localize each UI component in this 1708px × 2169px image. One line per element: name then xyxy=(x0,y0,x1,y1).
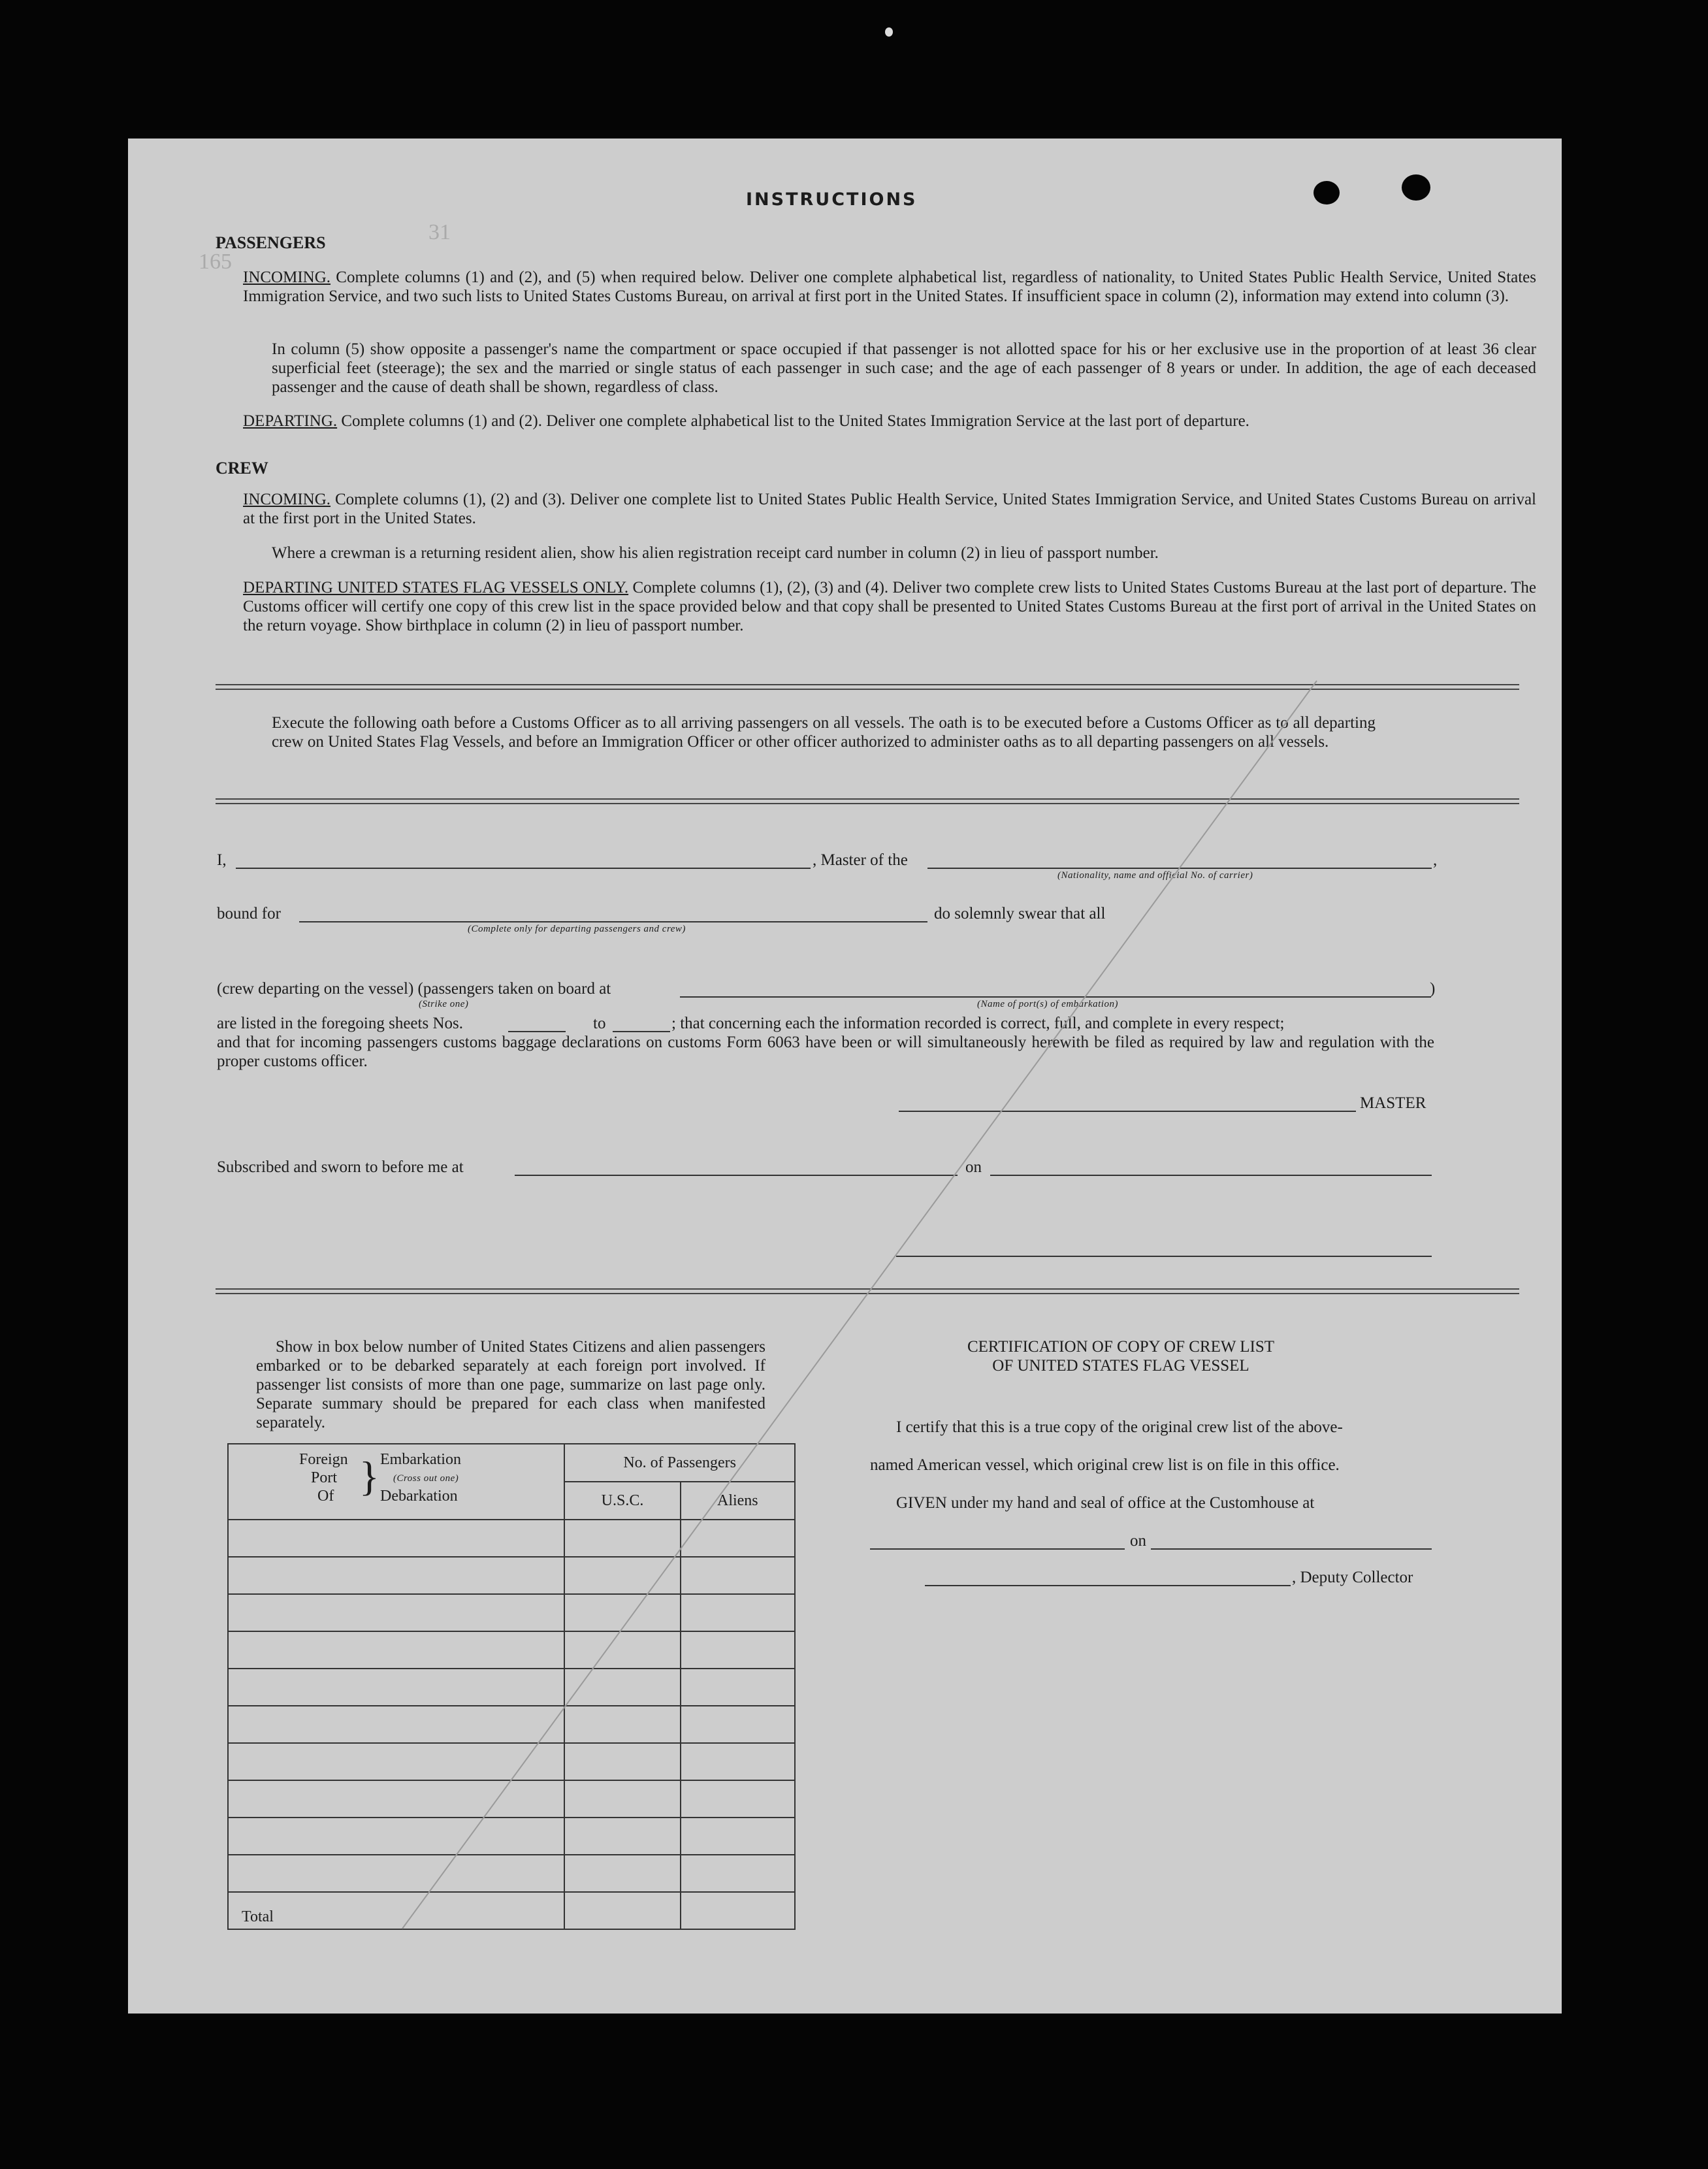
concerning-text: ; that concerning each the information recorded is correct, full, and complete in every respect; xyxy=(671,1015,1285,1032)
on-label: on xyxy=(965,1158,982,1176)
subscribed-label: Subscribed and sworn to before me at xyxy=(217,1158,464,1176)
crew-resident-para: Where a crewman is a returning resident alien, show his alien registration receipt card number in column (2) in lieu of passport number. xyxy=(272,544,1159,562)
total-label: Total xyxy=(228,1892,564,1929)
summary-instructions: Show in box below number of United States Citizens and alien passengers embarked or to be debarked separately at each foreign port involved. If passenger list consists of more than one page, summarize on last page only. Separate summary should be prepared for each class when manifested separately. xyxy=(256,1338,765,1431)
given-line: GIVEN under my hand and seal of office at the Customhouse at xyxy=(896,1494,1315,1512)
usc-header: U.S.C. xyxy=(564,1482,680,1520)
stamp-number: 31 xyxy=(428,220,451,244)
oath-i-label: I, xyxy=(217,851,227,869)
cross-out-caption: (Cross out one) xyxy=(393,1473,459,1484)
passengers-departing-text: Complete columns (1) and (2). Deliver one complete alphabetical list to the United States Immigration Service at the last port of departure. xyxy=(341,412,1249,430)
scan-speck xyxy=(885,27,893,37)
close-paren: ) xyxy=(1430,980,1436,998)
oath-instructions: Execute the following oath before a Customs Officer as to all arriving passengers on all vessels. The oath is to be executed before a Customs Officer as to all departing crew on United States Flag Vessels, and before an Immigration Officer or other officer authorized to administer oaths as to all departing passengers on all vessels. xyxy=(272,714,1376,751)
crew-incoming-text: Complete columns (1), (2) and (3). Deliver one complete list to United States Public Health Service, United States Immigration Service, and United States Customs Bureau on arrival at the first port in the United States. xyxy=(243,491,1536,527)
master-of-the-label: , Master of the xyxy=(813,851,908,869)
crew-flag-text: Complete columns (1), (2), (3) and (4). Deliver two complete crew lists to United States Customs Bureau at the last port of departure. The Customs officer will certify one copy of this crew list in the space provided below and that copy shall be presented to United States Customs Bureau at the first port of arrival in the United States on the return voyage. Show birthplace in column (2) in lieu of passport number. xyxy=(243,579,1537,634)
carrier-caption: (Nationality, name and official No. of carrier) xyxy=(1057,870,1253,881)
concerning-text-2: and that for incoming passengers customs baggage declarations on customs Form 6063 have been or will simultaneously herewith be filed as required by law and regulation with the proper customs officer. xyxy=(217,1034,1434,1070)
deputy-collector-label: , Deputy Collector xyxy=(1292,1569,1413,1586)
no-passengers-header: No. of Passengers xyxy=(564,1444,795,1482)
master-label: MASTER xyxy=(1360,1094,1426,1112)
passengers-incoming-label: INCOMING. xyxy=(243,269,331,286)
certify-line1: I certify that this is a true copy of the original crew list of the above- xyxy=(896,1418,1343,1436)
bound-for-label: bound for xyxy=(217,905,281,922)
aliens-header: Aliens xyxy=(681,1482,795,1520)
crew-flag-label: DEPARTING UNITED STATES FLAG VESSELS ONLY. xyxy=(243,579,629,596)
passengers-incoming-text: Complete columns (1) and (2), and (5) when required below. Deliver one complete alphabetical list, regardless of nationality, to United States Public Health Service, United States Immigration Service, and two such lists to United States Customs Bureau, on arrival at first port in the United States. If insufficient space in column (2), information may extend into column (3). xyxy=(243,269,1537,305)
swear-text: do solemnly swear that all xyxy=(934,905,1106,922)
page-title: INSTRUCTIONS xyxy=(746,189,918,210)
crew-heading: CREW xyxy=(216,459,268,478)
to-label: to xyxy=(593,1015,606,1032)
column5-paragraph: In column (5) show opposite a passenger's name the compartment or space occupied if that passenger is not allotted space for his or her exclusive use in the proportion of at least 36 clear superficial feet (steerage); the sex and the married or single status of each passenger in such case; and the age of each passenger of 8 years or under. In addition, the age of each deceased passenger and the cause of death shall be shown, regardless of class. xyxy=(272,340,1536,396)
stamp-number: 165 xyxy=(199,250,232,274)
certification-title-line1: CERTIFICATION OF COPY OF CREW LIST xyxy=(967,1338,1275,1356)
strike-one-caption: (Strike one) xyxy=(419,999,469,1009)
certify-line2: named American vessel, which original crew list is on file in this office. xyxy=(870,1456,1340,1474)
certification-title-line2: OF UNITED STATES FLAG VESSEL xyxy=(992,1357,1249,1375)
form-page xyxy=(128,139,1562,2014)
brace-icon: } xyxy=(359,1453,379,1499)
passengers-departing-label: DEPARTING. xyxy=(243,412,338,430)
listed-in-text: are listed in the foregoing sheets Nos. xyxy=(217,1015,463,1032)
crease-mark xyxy=(128,139,1562,2014)
passengers-heading: PASSENGERS xyxy=(216,233,326,252)
crew-incoming-label: INCOMING. xyxy=(243,491,331,508)
cert-on-label: on xyxy=(1130,1532,1146,1550)
bound-for-caption: (Complete only for departing passengers and crew) xyxy=(468,924,686,934)
port-header-line2: Port xyxy=(311,1469,338,1486)
embarkation-option[interactable]: Embarkation xyxy=(380,1451,461,1468)
debarkation-option[interactable]: Debarkation xyxy=(380,1488,458,1505)
comma: , xyxy=(1433,851,1438,869)
ports-caption: (Name of port(s) of embarkation) xyxy=(977,999,1118,1009)
port-header-line3: Of xyxy=(317,1488,334,1505)
port-header-line1: Foreign xyxy=(299,1451,348,1468)
crew-departing-text: (crew departing on the vessel) (passengers taken on board at xyxy=(217,980,611,998)
